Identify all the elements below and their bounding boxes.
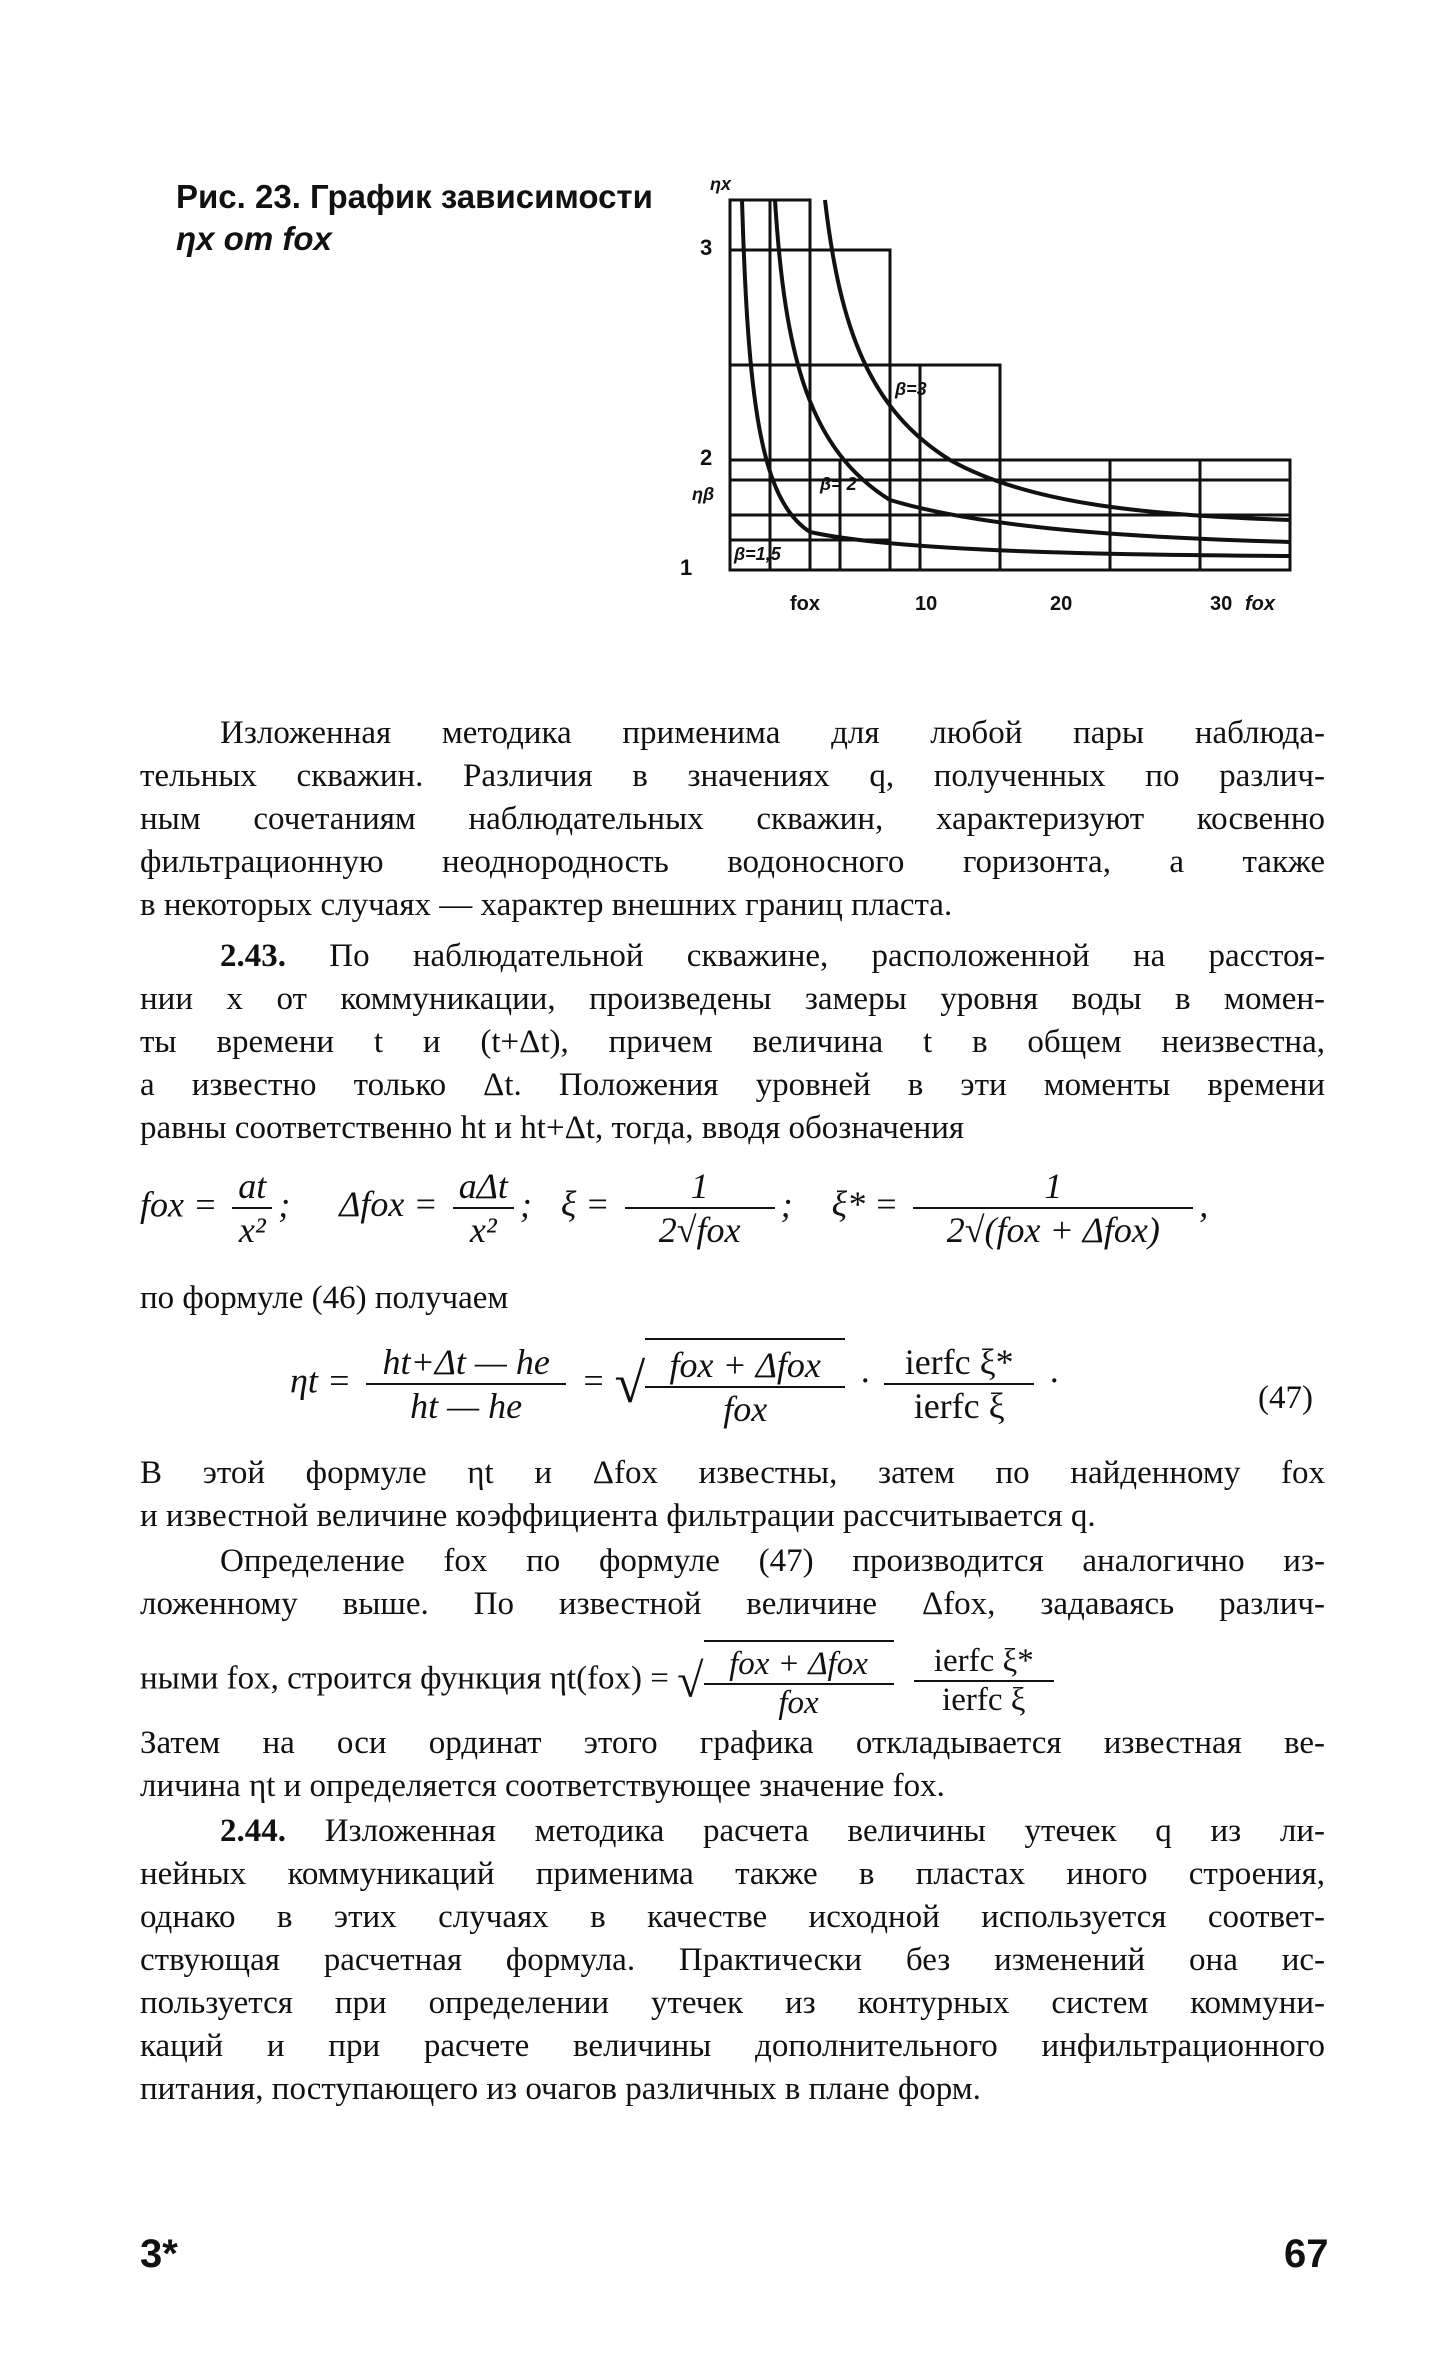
text-line: Изложенная методика применима для любой пары наблюда- [220, 715, 1325, 751]
page-number: 67 [1284, 2232, 1329, 2276]
formula-47 [290, 1338, 1058, 1430]
xi-star-lhs: ξ* = [831, 1184, 899, 1225]
numerator: ierfc ξ* [914, 1643, 1054, 1682]
text-line: а известно только Δt. Положения уровней в эти моменты времени [140, 1067, 1325, 1103]
x-tick-fox: fox [790, 593, 820, 615]
paragraph-3 [140, 1452, 1325, 1538]
numerator: ht+Δt — he [366, 1341, 566, 1385]
f-lhs: fox = [140, 1184, 218, 1225]
section-number: 2.44. [220, 1813, 286, 1849]
function-formula [140, 1640, 1060, 1722]
paragraph-4 [140, 1540, 1325, 1626]
signature-mark: 3* [140, 2232, 178, 2276]
end-dot: · [1049, 1360, 1059, 1401]
text-line: питания, поступающего из очагов различных в плане форм. [140, 2071, 981, 2107]
xi-fraction [625, 1165, 775, 1251]
sqrt-icon: √ [614, 1353, 646, 1415]
text-line: равны соответственно ht и ht+Δt, тогда, вводя обозначения [140, 1110, 965, 1146]
text-line: в некоторых случаях — характер внешних границ пласта. [140, 887, 953, 923]
denominator: x² [469, 1210, 497, 1250]
text-span: Изложенная методика расчета величины утечек q из ли- [286, 1813, 1325, 1849]
caption-line-2: ηx от fox [176, 220, 332, 257]
paragraph-2-43 [140, 935, 1325, 1150]
text-line: однако в этих случаях в качестве исходной используется соответ- [140, 1899, 1325, 1935]
equation-number: (47) [1258, 1380, 1313, 1416]
text-span: ными fox, строится функция ηt(fox) = [140, 1660, 669, 1697]
paragraph-2-44 [140, 1810, 1325, 2111]
text-line: Затем на оси ординат этого графика откладывается известная ве- [140, 1725, 1325, 1761]
text-line: и известной величине коэффициента фильтрации рассчитывается q. [140, 1498, 1096, 1534]
numerator: ierfc ξ* [884, 1341, 1034, 1385]
numerator: fox + Δfox [704, 1646, 894, 1685]
y-tick-3: 3 [700, 235, 713, 260]
x-axis-symbol: fox [1245, 593, 1275, 615]
denominator: fox [723, 1389, 768, 1429]
paragraph-1 [140, 712, 1325, 927]
denominator: x² [238, 1210, 266, 1250]
y-tick-2: 2 [700, 445, 713, 470]
numerator: at [232, 1165, 272, 1209]
numerator: 1 [625, 1165, 775, 1209]
text-line: ты времени t и (t+Δt), причем величина t в общем неизвестна, [140, 1024, 1325, 1060]
xi-star-fraction [913, 1165, 1193, 1251]
x-tick-20: 20 [1050, 593, 1073, 615]
figure-caption [176, 176, 653, 260]
text-line [140, 935, 1325, 978]
text-line: В этой формуле ηt и Δfox известны, затем по найденному fox [140, 1455, 1325, 1491]
text-line: личина ηt и определяется соответствующее значение fox. [140, 1768, 945, 1804]
text-line: нейных коммуникаций применима также в пластах иного строения, [140, 1856, 1325, 1892]
xi-lhs: ξ = [560, 1184, 610, 1225]
y-tick-1: 1 [680, 555, 693, 580]
paragraph-5 [140, 1722, 1325, 1808]
graph-curves [742, 200, 1290, 556]
f-fraction [232, 1165, 272, 1251]
denominator: 2√fox [658, 1210, 741, 1250]
curve-label-beta-1-5: β=1,5 [734, 544, 781, 564]
paragraph-po-formule [140, 1277, 1325, 1320]
text-line: пользуется при определении утечек из контурных систем коммуни- [140, 1985, 1325, 2021]
eta-lhs: ηt = [290, 1360, 352, 1401]
numerator: fox + Δfox [645, 1344, 845, 1388]
numerator: aΔt [453, 1165, 514, 1209]
text-line: Определение fox по формуле (47) производится аналогично из- [220, 1543, 1325, 1579]
y-mid-label: ηβ [692, 484, 715, 504]
denominator: 2√(fox + Δfox) [946, 1210, 1160, 1250]
definitions-formula: fox = $\frac{at}{\text{x²}}$ ; Δfox = $\frac{\text{aΔt}}{\text{x²}}$ ; ξ = $\frac{1}{\text{2√fox}}$ ; ξ* = $\frac{1}{\text{2√(fox + Δfox)}}$ , [140, 1166, 1209, 1250]
curve-label-beta-2: β= 2 [820, 474, 857, 494]
ierfc-fraction [884, 1341, 1034, 1427]
sqrt-fraction [645, 1338, 845, 1430]
text-line: тельных скважин. Различия в значениях q, полученных по различ- [140, 758, 1325, 794]
multiply-dot: · [860, 1360, 870, 1401]
x-tick-10: 10 [915, 593, 938, 615]
df-fraction [453, 1165, 514, 1251]
denominator: fox [778, 1685, 819, 1721]
caption-line-1: Рис. 23. График зависимости [176, 178, 653, 215]
x-tick-30: 30 [1210, 593, 1233, 615]
text-line: ствующая расчетная формула. Практически без изменений она ис- [140, 1942, 1325, 1978]
eta-vs-fox-graph [670, 160, 1310, 680]
text-span: По наблюдательной скважине, расположенной на расстоя- [286, 938, 1325, 974]
df-lhs: Δfox = [339, 1184, 438, 1225]
text-line [140, 1810, 1325, 1853]
numerator: 1 [913, 1165, 1193, 1209]
denominator: ierfc ξ [942, 1682, 1026, 1718]
denominator: ht — he [410, 1386, 523, 1426]
text-line: ложенному выше. По известной величине Δfox, задаваясь различ- [140, 1586, 1325, 1622]
curve-label-beta-3: β=3 [895, 379, 927, 399]
ierfc-fraction [914, 1643, 1054, 1719]
sqrt-fraction [704, 1640, 894, 1722]
denominator: ierfc ξ [913, 1386, 1005, 1426]
text-line: ным сочетаниям наблюдательных скважин, характеризуют косвенно [140, 801, 1325, 837]
text-line: по формуле (46) получаем [140, 1280, 509, 1316]
text-line: фильтрационную неоднородность водоносного горизонта, а также [140, 844, 1325, 880]
text-line: нии x от коммуникации, произведены замеры уровня воды в момен- [140, 981, 1325, 1017]
equals-sign: = [581, 1360, 606, 1401]
section-number: 2.43. [220, 938, 286, 974]
head-fraction [366, 1341, 566, 1427]
y-axis-symbol: ηx [710, 174, 732, 194]
text-line: каций и при расчете величины дополнительного инфильтрационного [140, 2028, 1325, 2064]
sqrt-icon: √ [677, 1654, 704, 1708]
